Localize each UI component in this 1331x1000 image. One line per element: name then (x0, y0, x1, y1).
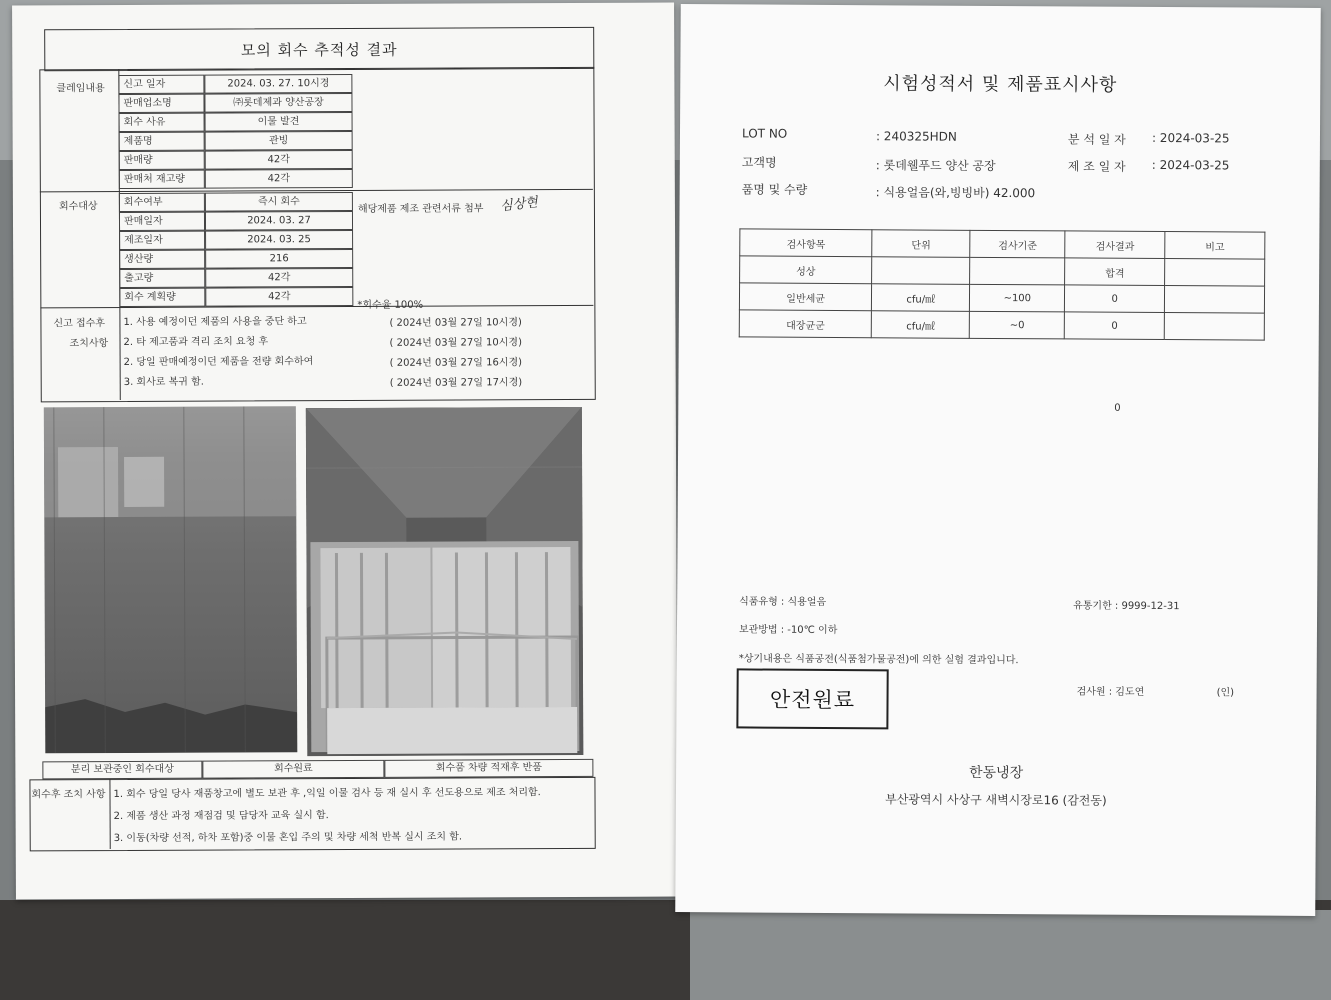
inspector: 검사원 : 김도연 (1076, 686, 1145, 698)
table-cell (872, 257, 970, 285)
action-item-text: 1. 사용 예정이던 제품의 사용을 중단 하고 (123, 316, 307, 328)
recall-row-label: 판매일자 (119, 212, 205, 231)
table-cell (1165, 286, 1265, 314)
table-cell (970, 257, 1065, 285)
test-certificate-sheet (675, 4, 1321, 916)
table-cell: ~100 (970, 284, 1065, 312)
claim-row-label: 판매업소명 (118, 94, 204, 113)
recall-row-value: 즉시 회수 (205, 192, 353, 212)
food-type: 식품유형 : 식용얼음 (739, 596, 827, 608)
photo-stored-recall-items (44, 406, 298, 753)
action-item-time: ( 2024년 03월 27일 10시경) (389, 317, 522, 329)
recall-row-value: 2024. 03. 27 (205, 211, 353, 231)
table-cell: 0 (1065, 312, 1165, 340)
stray-value: 0 (1114, 402, 1121, 414)
table-cell: cfu/㎖ (872, 284, 970, 312)
table-header-cell: 단위 (872, 230, 970, 258)
safe-material-stamp: 안전원료 (736, 668, 888, 729)
claim-section-label: 클레임내용 (56, 83, 105, 95)
recall-row-value: 2024. 03. 25 (205, 230, 353, 250)
table-cell: 일반세균 (739, 283, 872, 311)
table-header-cell: 검사항목 (740, 229, 873, 257)
recall-row-label: 생산량 (119, 250, 205, 269)
claim-row-value: 2024. 03. 27. 10시경 (204, 74, 352, 94)
table-header-cell: 비고 (1165, 232, 1265, 260)
background-floor-light (690, 910, 1331, 1000)
recall-row-label: 회수 계획량 (119, 288, 205, 307)
signature: 심상현 (499, 195, 539, 215)
table-header-cell: 검사결과 (1065, 231, 1165, 259)
product-value: : 식용얼음(와,빙빙바) 42.000 (875, 185, 1036, 201)
table-header-row (740, 229, 1265, 259)
lot-label: LOT NO (741, 126, 788, 141)
caption-stored: 분리 보관중인 회수대상 (42, 761, 202, 780)
caption-raw-material: 회수원료 (202, 760, 384, 779)
table-cell: 성상 (740, 256, 873, 284)
table-row (739, 283, 1264, 313)
claim-row-label: 제품명 (119, 132, 205, 151)
claim-row-label: 신고 일자 (118, 75, 204, 94)
recall-row-label: 회수여부 (119, 193, 205, 212)
storage-method: 보관방법 : -10℃ 이하 (738, 624, 838, 637)
table-cell: 0 (1065, 285, 1165, 313)
claim-row-label: 회수 사유 (119, 113, 205, 132)
post-actions-label: 회수후 조치 사항 (31, 789, 106, 801)
post-action-item: 3. 이동(차량 선적, 하차 포함)중 이물 혼입 주의 및 차량 세척 반복 실시 조치 함. (113, 831, 463, 845)
claim-row-value: ㈜롯데제과 양산공장 (204, 93, 352, 113)
recall-row-label: 출고량 (119, 269, 205, 288)
recall-row-value: 42각 (205, 287, 353, 307)
claim-row-label: 판매량 (119, 151, 205, 170)
table-cell: 합격 (1065, 258, 1165, 286)
recall-rate: *회수율 100% (357, 299, 424, 311)
report-title: 모의 회수 추적성 결과 (44, 27, 594, 71)
post-action-item: 2. 제품 생산 과정 재점검 및 담당자 교육 실시 함. (113, 810, 329, 823)
table-header-cell: 검사기준 (970, 230, 1065, 258)
test-results-table (739, 228, 1266, 340)
table-cell: cfu/㎖ (872, 311, 970, 339)
action-item-time: ( 2024년 03월 27일 16시경) (389, 357, 523, 369)
table-cell (1164, 313, 1264, 341)
recall-report-sheet (12, 3, 678, 900)
photo-recalled-raw-material (306, 407, 584, 756)
post-action-item: 1. 회수 당일 당사 재품창고에 별도 보관 후 ,익일 이물 검사 등 재 실시 후 선도용으로 제조 처리함. (113, 787, 541, 801)
action-item-time: ( 2024년 03월 27일 10시경) (389, 337, 523, 349)
product-label: 품명 및 수량 (741, 182, 808, 197)
test-note: *상기내용은 식품공전(식품첨가물공전)에 의한 실험 결과입니다. (738, 653, 1019, 667)
expiry: 유통기한 : 9999-12-31 (1073, 600, 1180, 613)
table-row (739, 310, 1264, 340)
customer-value: : 롯데웰푸드 양산 공장 (875, 158, 996, 173)
claim-row-value: 관빙 (205, 131, 353, 151)
action-item-text: 2. 당일 판매예정이던 제품을 전량 회수하여 (123, 356, 314, 368)
analysis-date-label: 분 석 일 자 (1067, 132, 1126, 147)
table-cell: 대장균군 (739, 310, 872, 338)
attachment-note: 해당제품 제조 관련서류 첨부 (357, 203, 484, 215)
recall-section-label: 회수대상 (58, 201, 98, 213)
recall-row-label: 제조일자 (119, 231, 205, 250)
certificate-title: 시험성적서 및 제품표시사항 (883, 73, 1118, 96)
action-item-text: 3. 회사로 복귀 함. (123, 376, 204, 388)
mfg-date-label: 제 조 일 자 (1067, 159, 1126, 174)
claim-row-value: 42각 (205, 150, 353, 170)
actions-section-label: 신고 접수후 (53, 318, 105, 330)
claim-row-label: 판매처 재고량 (119, 170, 205, 189)
analysis-date-value: : 2024-03-25 (1151, 130, 1230, 146)
action-item-time: ( 2024년 03월 27일 17시경) (389, 377, 523, 389)
actions-section-label-2: 조치사항 (69, 338, 109, 350)
recall-row-value: 42각 (205, 268, 353, 288)
inspector-seal: (인) (1216, 687, 1235, 699)
claim-row-value: 이물 발견 (205, 112, 353, 132)
lot-value: : 240325HDN (875, 129, 957, 144)
action-item-text: 2. 타 제고품과 격리 조치 요청 후 (123, 336, 269, 348)
table-row (740, 256, 1265, 286)
customer-label: 고객명 (741, 155, 777, 170)
claim-row-value: 42각 (205, 169, 353, 189)
mfg-date-value: : 2024-03-25 (1151, 157, 1230, 173)
table-cell: ~0 (970, 311, 1065, 339)
company-address: 부산광역시 사상구 새벽시장로16 (감전동) (885, 792, 1107, 808)
table-cell (1165, 259, 1265, 287)
recall-row-value: 216 (205, 249, 353, 269)
company-name: 한동냉장 (968, 764, 1024, 782)
caption-returned: 회수품 차량 적재후 반품 (384, 759, 593, 778)
